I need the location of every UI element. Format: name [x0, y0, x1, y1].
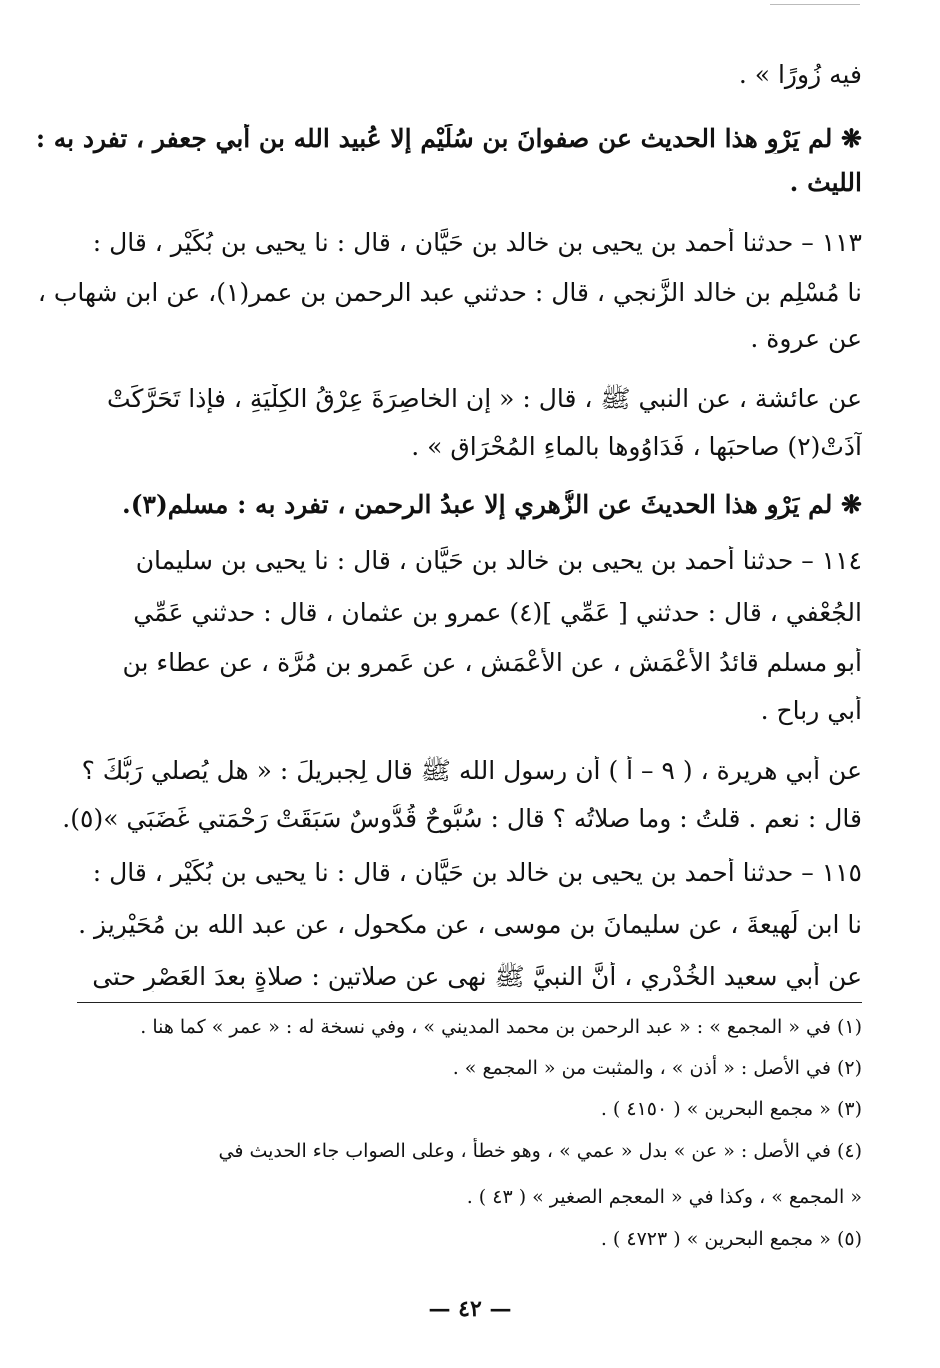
- hadith-113-line: ١١٣ – حدثنا أحمد بن يحيى بن خالد بن حَيَّان ، قال : نا يحيى بن بُكَيْر ، قال :: [92, 228, 862, 257]
- text-line: ❋ لم يَرْوِ هذا الحديث عن صفوانَ بن سُلَيْمٍ إلا عُبيد الله بن أبي جعفر ، تفرد به :: [36, 124, 862, 153]
- text-line: الليث .: [789, 168, 862, 197]
- hadith-114-line: ١١٤ – حدثنا أحمد بن يحيى بن خالد بن حَيَّان ، قال : نا يحيى بن سليمان: [135, 546, 862, 575]
- text-line: نا مُسْلِم بن خالد الزَّنجي ، قال : حدثني عبد الرحمن بن عمر(١)، عن ابن شهاب ،: [37, 278, 862, 307]
- footnote: (٥) « مجمع البحرين » ( ٤٧٢٣ ) .: [600, 1228, 862, 1250]
- text-line: فيه زُورًا » .: [738, 60, 862, 89]
- text-line: الجُعْفي ، قال : حدثني [ عَمِّي ](٤) عمرو بن عثمان ، قال : حدثني عَمِّي: [133, 598, 862, 627]
- text-line: آذَتْ(٢) صاحبَها ، فَدَاوُوها بالماءِ المُحْرَاق » .: [411, 432, 862, 461]
- text-line: عن أبي هريرة ، ( ٩ – أ ) أن رسول الله ﷺ قال لِجبريلَ : « هل يُصلي رَبُّكَ ؟: [81, 756, 862, 785]
- text-line: نا ابن لَهِيعةَ ، عن سليمانَ بن موسى ، عن مكحول ، عن عبد الله بن مُحَيْرِيز .: [78, 910, 862, 939]
- hadith-115-line: ١١٥ – حدثنا أحمد بن يحيى بن خالد بن حَيَّان ، قال : نا يحيى بن بُكَيْر ، قال :: [92, 858, 862, 887]
- footnote: (٣) « مجمع البحرين » ( ٤١٥٠ ) .: [600, 1098, 862, 1120]
- footnote: (٤) في الأصل : « عن » بدل « عمي » ، وهو خطأ ، وعلى الصواب جاء الحديث في: [218, 1140, 862, 1162]
- footnote: (١) في « المجمع » : « عبد الرحمن بن محمد المديني » ، وفي نسخة له : « عمر » كما هنا .: [140, 1016, 862, 1038]
- text-line: أبو مسلم قائدُ الأَعْمَش ، عن الأَعْمَش ، عن عَمرو بن مُرَّة ، عن عطاء بن: [122, 648, 862, 677]
- text-line: عن عروة .: [750, 324, 862, 353]
- scan-mark: [770, 4, 860, 5]
- text-line: قال : نعم . قلتُ : وما صلاتُه ؟ قال : سُبُّوحٌ قُدُّوسٌ سَبَقَتْ رَحْمَتي غَضَبَي »(٥).: [62, 804, 862, 833]
- footnote-separator: [77, 1002, 862, 1003]
- text-line: أبي رباح .: [760, 696, 862, 725]
- text-line: عن عائشة ، عن النبي ﷺ ، قال : « إن الخاصِرَةَ عِرْقُ الكِلْيَةِ ، فإذا تَحَرَّكَتْ: [106, 384, 862, 413]
- text-line: ❋ لم يَرْوِ هذا الحديثَ عن الزُّهري إلا عبدُ الرحمن ، تفرد به : مسلم(٣).: [121, 490, 862, 519]
- footnote: « المجمع » ، وكذا في « المعجم الصغير » ( ٤٣ ) .: [466, 1186, 862, 1208]
- text-line: عن أبي سعيد الخُدْري ، أَنَّ النبيَّ ﷺ نهى عن صلاتين : صلاةٍ بعدَ العَصْرِ حتى: [92, 962, 862, 991]
- page-number: — ٤٢ —: [428, 1296, 512, 1322]
- footnote: (٢) في الأصل : « أذن » ، والمثبت من « المجمع » .: [452, 1057, 862, 1079]
